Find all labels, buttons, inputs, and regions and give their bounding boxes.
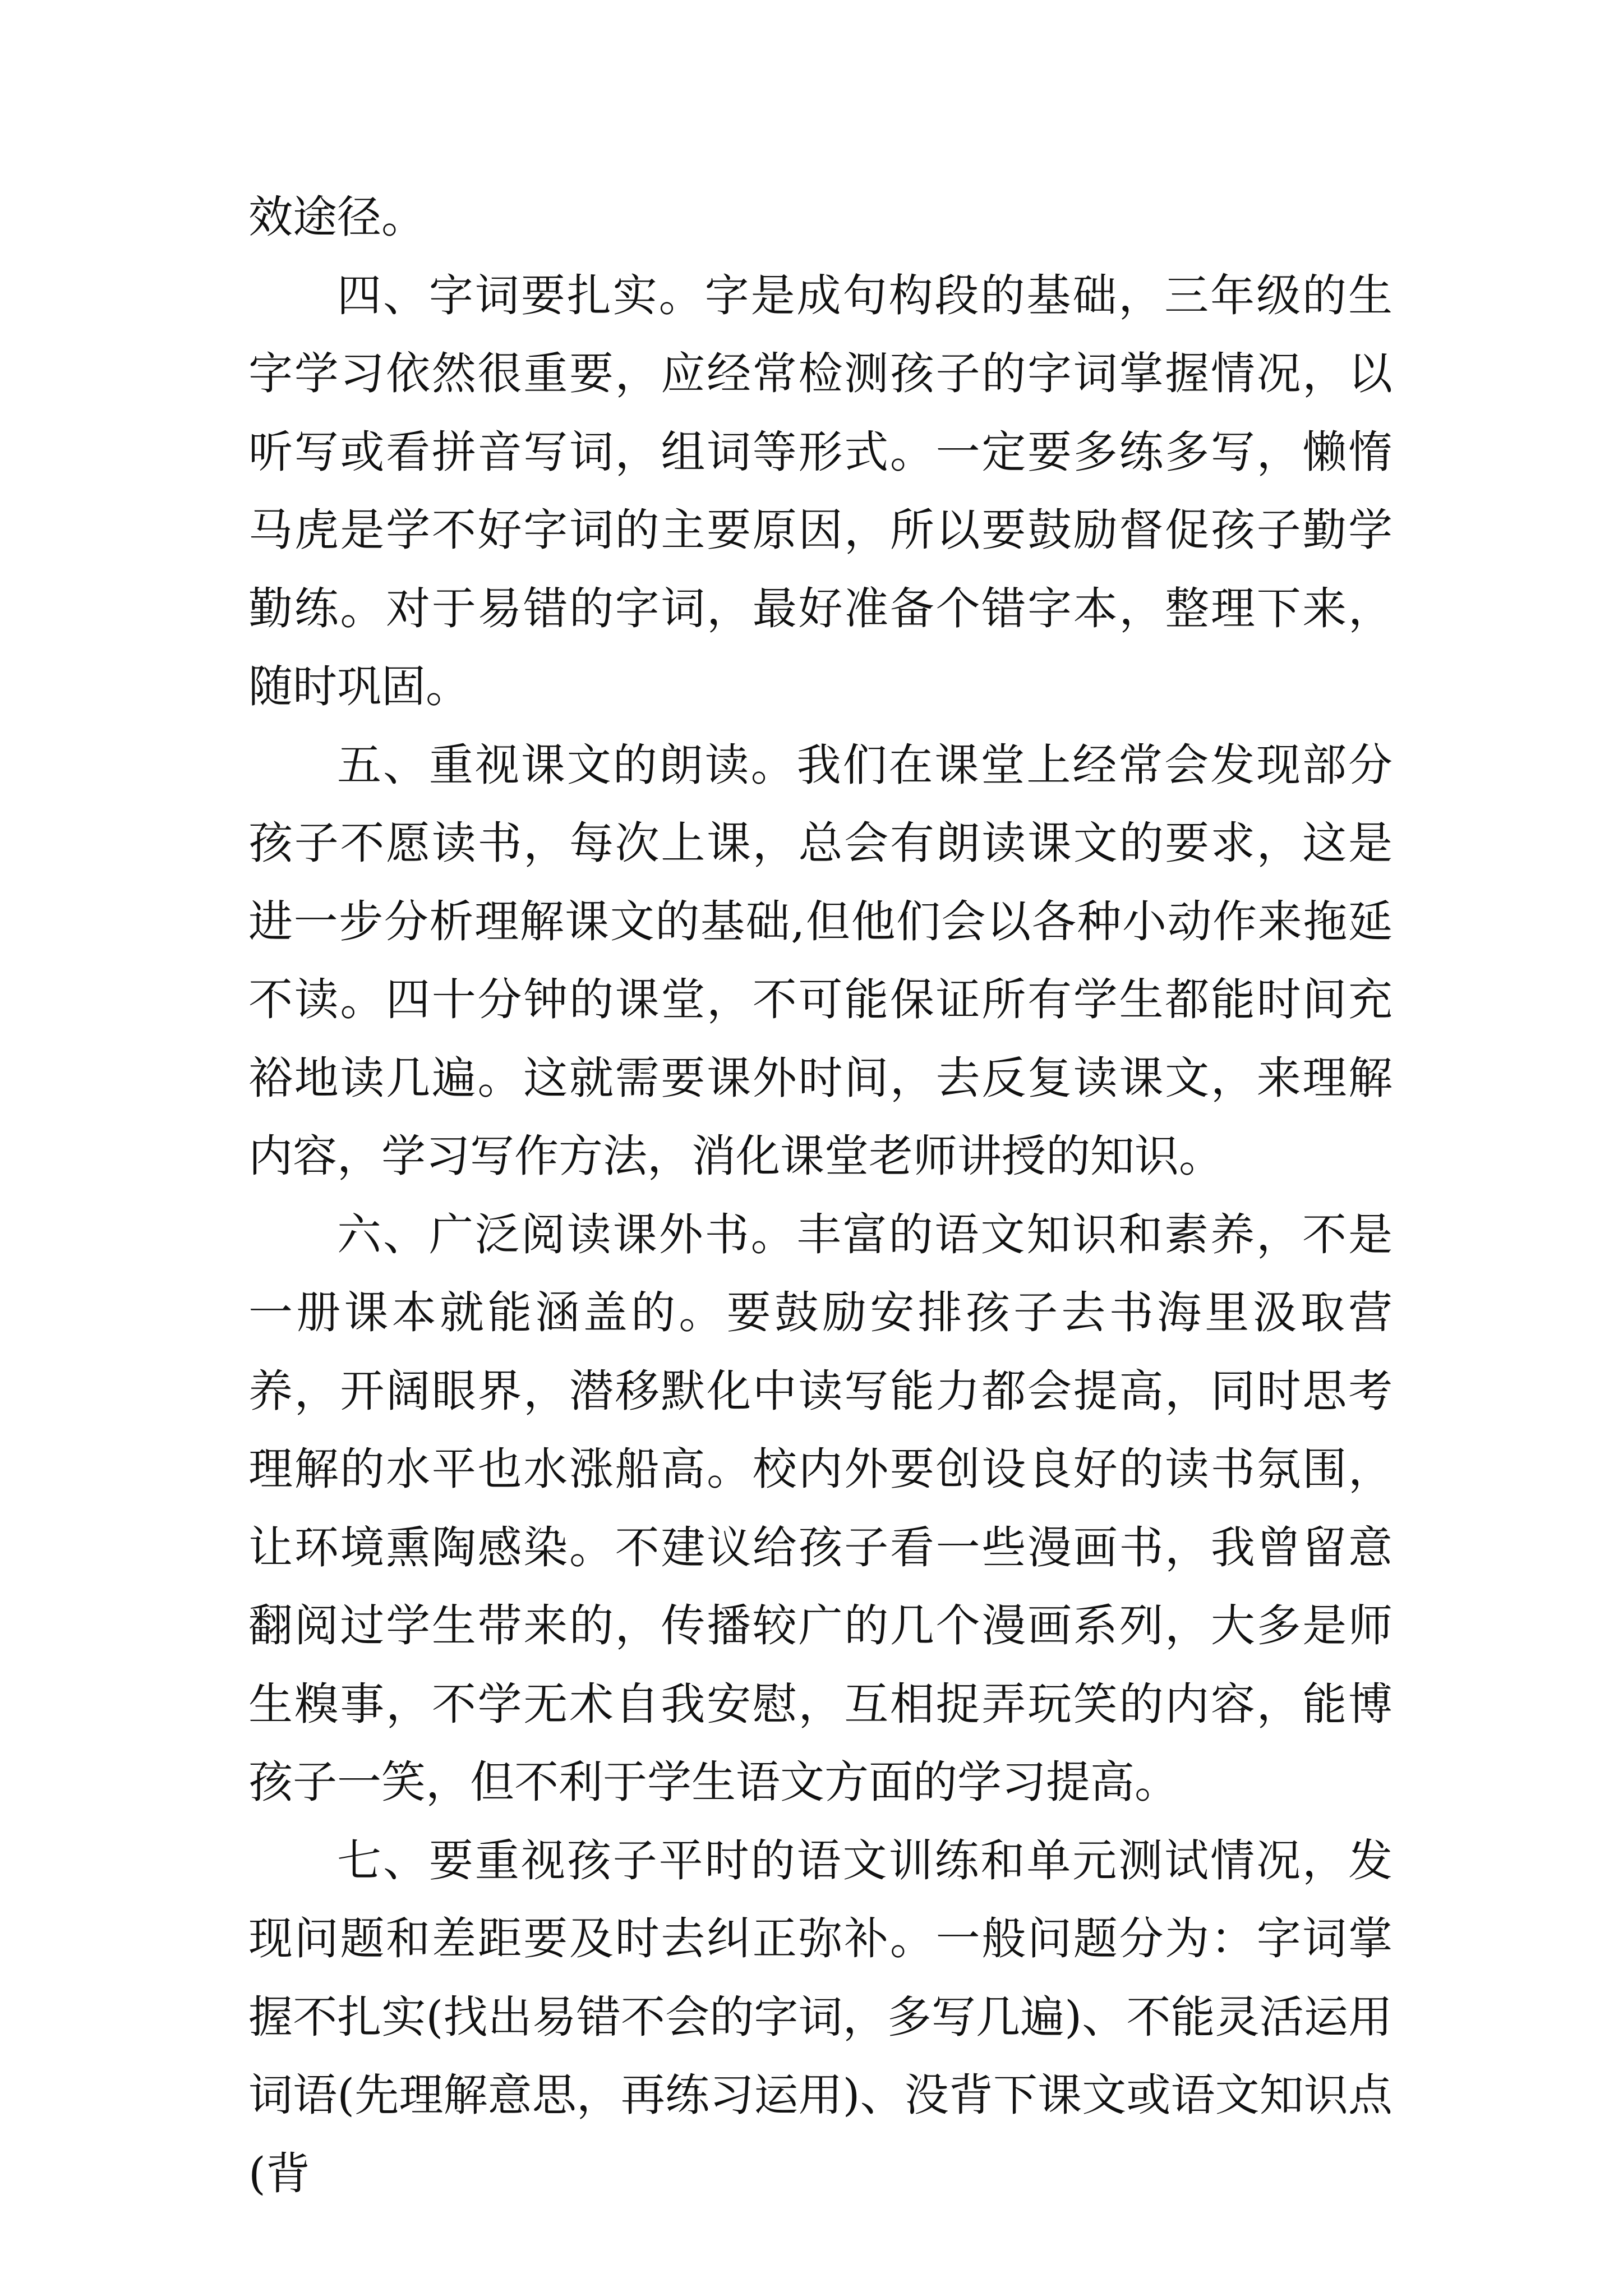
paragraph-seven-training-tests	[248, 1822, 1393, 2214]
paragraph-four-vocabulary	[248, 257, 1393, 726]
paragraph-six-extracurricular-reading	[248, 1196, 1393, 1822]
paragraph-text: 效途径。	[248, 191, 426, 243]
paragraph-text: 七、要重视孩子平时的语文训练和单元测试情况，发现问题和差距要及时去纠正弥补。一般问题分为：字词掌握不扎实(找出易错不会的字词，多写几遍)、不能灵活运用词语(先理解意思，再练习运用)、没背下课文或语文知识点(背	[248, 1834, 1393, 2200]
paragraph-five-reading-aloud	[248, 726, 1393, 1196]
paragraph-continuation	[248, 178, 1393, 257]
paragraph-text: 四、字词要扎实。字是成句构段的基础，三年级的生字学习依然很重要，应经常检测孩子的字词掌握情况，以听写或看拼音写词，组词等形式。一定要多练多写，懒惰马虎是学不好字词的主要原因，所以要鼓励督促孩子勤学勤练。对于易错的字词，最好准备个错字本，整理下来，随时巩固。	[248, 269, 1393, 712]
document-body	[248, 178, 1393, 2213]
paragraph-text: 五、重视课文的朗读。我们在课堂上经常会发现部分孩子不愿读书，每次上课，总会有朗读课文的要求，这是进一步分析理解课文的基础,但他们会以各种小动作来拖延不读。四十分钟的课堂，不可能保证所有学生都能时间充裕地读几遍。这就需要课外时间，去反复读课文，来理解内容，学习写作方法，消化课堂老师讲授的知识。	[248, 739, 1393, 1182]
paragraph-text: 六、广泛阅读课外书。丰富的语文知识和素养，不是一册课本就能涵盖的。要鼓励安排孩子去书海里汲取营养，开阔眼界，潜移默化中读写能力都会提高，同时思考理解的水平也水涨船高。校内外要创设良好的读书氛围，让环境熏陶感染。不建议给孩子看一些漫画书，我曾留意翻阅过学生带来的，传播较广的几个漫画系列，大多是师生糗事，不学无术自我安慰，互相捉弄玩笑的内容，能博孩子一笑，但不利于学生语文方面的学习提高。	[248, 1208, 1393, 1808]
